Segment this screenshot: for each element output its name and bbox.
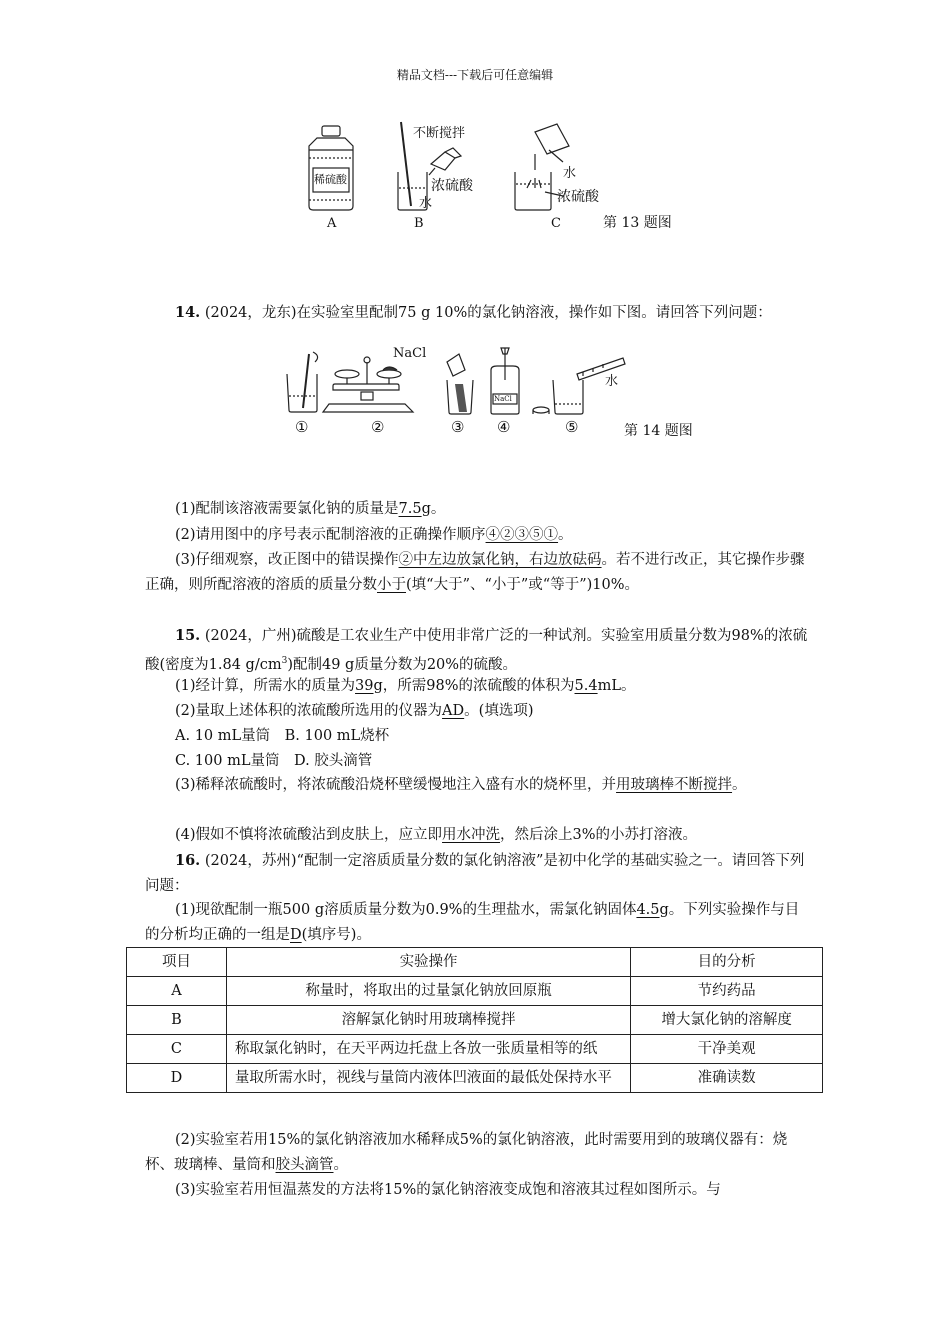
q15-p1-answer-1: 39 <box>355 678 374 694</box>
table-row <box>127 977 823 1006</box>
q15-p1-answer-2: 5.4 <box>574 678 598 694</box>
table-row <box>127 1006 823 1035</box>
q15-p3-post: 。 <box>732 777 747 793</box>
table-header: 项目 <box>127 948 227 977</box>
q15-part-3 <box>145 773 810 798</box>
table-cell: 量取所需水时，视线与量筒内液体凹液面的最低处保持水平 <box>226 1064 630 1093</box>
fig13-label-a: A <box>327 216 337 231</box>
figure-14-caption: 第 14 题图 <box>624 423 693 439</box>
q15-part-4 <box>175 823 697 844</box>
table-row <box>127 1035 823 1064</box>
q14-part-2 <box>175 523 573 544</box>
q16-number: 16. <box>175 852 201 869</box>
q16-part-2 <box>145 1128 810 1178</box>
q14-p3-answer-1: ②中左边放氯化钠，右边放砝码 <box>398 552 602 568</box>
step-4: ④ <box>497 418 511 436</box>
table-header: 实验操作 <box>226 948 630 977</box>
acid-label-b: 浓硫酸 <box>431 178 473 194</box>
q15-number: 15. <box>175 627 201 644</box>
q14-intro <box>145 300 810 326</box>
jar-label: NaCl <box>494 395 512 403</box>
q14-p2-answer: ④②③⑤① <box>485 527 559 543</box>
q15-p4-text: (4)假如不慎将浓硫酸沾到皮肤上，应立即 <box>175 827 443 843</box>
q14-p1-post: g。 <box>421 501 446 517</box>
q16-p1-answer-1: 4.5 <box>636 902 660 918</box>
q14-p3-answer-2: 小于 <box>377 577 406 593</box>
q16-p1-mid: g。下列实验操作与目的分析均正确的一组是 <box>145 902 800 943</box>
water-label-14: 水 <box>605 374 619 389</box>
q16-p1-answer-2: D <box>290 927 302 943</box>
water-label-b: 水 <box>419 196 433 211</box>
q16-part-1 <box>145 898 810 948</box>
q15-p3-text: (3)稀释浓硫酸时，将浓硫酸沿烧杯壁缓慢地注入盛有水的烧杯里，并 <box>175 777 617 793</box>
fig13-label-b: B <box>414 216 424 231</box>
q16-p1-post: (填序号)。 <box>301 927 371 943</box>
table-cell: 节约药品 <box>631 977 823 1006</box>
q15-p1-text: (1)经计算，所需水的质量为 <box>175 678 356 694</box>
nacl-label: NaCl <box>393 346 427 361</box>
page-header: 精品文档---下载后可任意编辑 <box>396 68 554 82</box>
q16-intro <box>145 848 810 899</box>
q15-option-line-1: A. 10 mL量筒 B. 100 mL烧杯 <box>175 728 390 744</box>
q14-p1-answer: 7.5 <box>398 501 422 517</box>
q15-intro-b: )配制49 g质量分数为20%的硫酸。 <box>287 656 518 673</box>
table-row <box>127 1064 823 1093</box>
q14-intro-text: (2024，龙东)在实验室里配制75 g 10%的氯化钠溶液，操作如下图。请回答下列问题： <box>204 305 772 321</box>
table-cell: 称量时，将取出的过量氯化钠放回原瓶 <box>226 977 630 1006</box>
q16-intro-text: (2024，苏州)“配制一定溶质质量分数的氯化钠溶液”是初中化学的基础实验之一。请回答下列问题： <box>145 853 805 894</box>
table-cell: 溶解氯化钠时用玻璃棒搅拌 <box>226 1006 630 1035</box>
table-cell: 增大氯化钠的溶解度 <box>631 1006 823 1035</box>
step-5: ⑤ <box>565 418 579 436</box>
q15-p2-post: 。(填选项) <box>464 703 534 719</box>
figure-14 <box>283 340 643 440</box>
step-2: ② <box>371 418 385 436</box>
table-cell: D <box>127 1064 227 1093</box>
q14-p1-text: (1)配制该溶液需要氯化钠的质量是 <box>175 501 399 517</box>
table-cell: C <box>127 1035 227 1064</box>
figure-13 <box>295 120 615 240</box>
table-cell: 准确读数 <box>631 1064 823 1093</box>
q14-part-3 <box>145 548 810 598</box>
q15-p1-post: mL。 <box>597 678 636 694</box>
water-label-c: 水 <box>563 166 577 181</box>
acid-label-c: 浓硫酸 <box>557 189 599 205</box>
q16-p2-text: (2)实验室若用15%的氯化钠溶液加水稀释成5%的氯化钠溶液，此时需要用到的玻璃仪器有：烧杯、玻璃棒、量筒和 <box>145 1132 788 1173</box>
table-header-row <box>127 948 823 977</box>
table-cell: A <box>127 977 227 1006</box>
q16-p2-post: 。 <box>333 1157 348 1173</box>
table-cell: 干净美观 <box>631 1035 823 1064</box>
q15-intro-a: (2024，广州)硫酸是工农业生产中使用非常广泛的一种试剂。实验室用质量分数为98%的浓硫酸(密度为1.84 g/cm <box>145 628 808 673</box>
fig13-label-c: C <box>551 216 561 231</box>
bottle-label: 稀硫酸 <box>314 173 347 186</box>
q14-p3-mid: 。若不进行改正，其它操作步骤正确，则所配溶液的溶质的质量分数 <box>145 552 805 593</box>
q15-sup: 3 <box>281 656 288 666</box>
q15-p1-mid: g，所需98%的浓硫酸的体积为 <box>373 678 575 694</box>
q16-table <box>126 947 823 1093</box>
q16-p1-text: (1)现欲配制一瓶500 g溶质质量分数为0.9%的生理盐水，需氯化钠固体 <box>175 902 637 918</box>
figure-13-caption: 第 13 题图 <box>603 215 672 231</box>
q16-part-3: (3)实验室若用恒温蒸发的方法将15%的氯化钠溶液变成饱和溶液其过程如图所示。与 <box>175 1182 721 1198</box>
step-3: ③ <box>451 418 465 436</box>
q15-p2-answer: AD <box>442 703 465 719</box>
q15-option-line-2: C. 100 mL量筒 D. 胶头滴管 <box>175 753 373 769</box>
q15-p3-answer: 用玻璃棒不断搅拌 <box>616 777 733 793</box>
q16-p2-answer: 胶头滴管 <box>275 1157 334 1173</box>
q15-part-2 <box>175 699 533 720</box>
table-header: 目的分析 <box>631 948 823 977</box>
q15-p4-post: ，然后涂上3%的小苏打溶液。 <box>500 827 698 843</box>
q15-p4-answer: 用水冲洗 <box>442 827 501 843</box>
q15-part-1 <box>175 674 635 695</box>
stir-label: 不断搅拌 <box>413 126 466 141</box>
q14-p3-post: (填“大于”、“小于”或“等于”)10%。 <box>406 577 640 593</box>
q14-p3-text: (3)仔细观察，改正图中的错误操作 <box>175 552 399 568</box>
q15-p2-text: (2)量取上述体积的浓硫酸所选用的仪器为 <box>175 703 443 719</box>
q15-intro <box>145 623 810 678</box>
table-cell: B <box>127 1006 227 1035</box>
step-1: ① <box>295 418 309 436</box>
q14-part-1 <box>175 497 445 518</box>
q14-p2-text: (2)请用图中的序号表示配制溶液的正确操作顺序 <box>175 527 486 543</box>
table-cell: 称取氯化钠时，在天平两边托盘上各放一张质量相等的纸 <box>226 1035 630 1064</box>
q14-number: 14. <box>175 304 201 321</box>
q14-p2-post: 。 <box>558 527 573 543</box>
